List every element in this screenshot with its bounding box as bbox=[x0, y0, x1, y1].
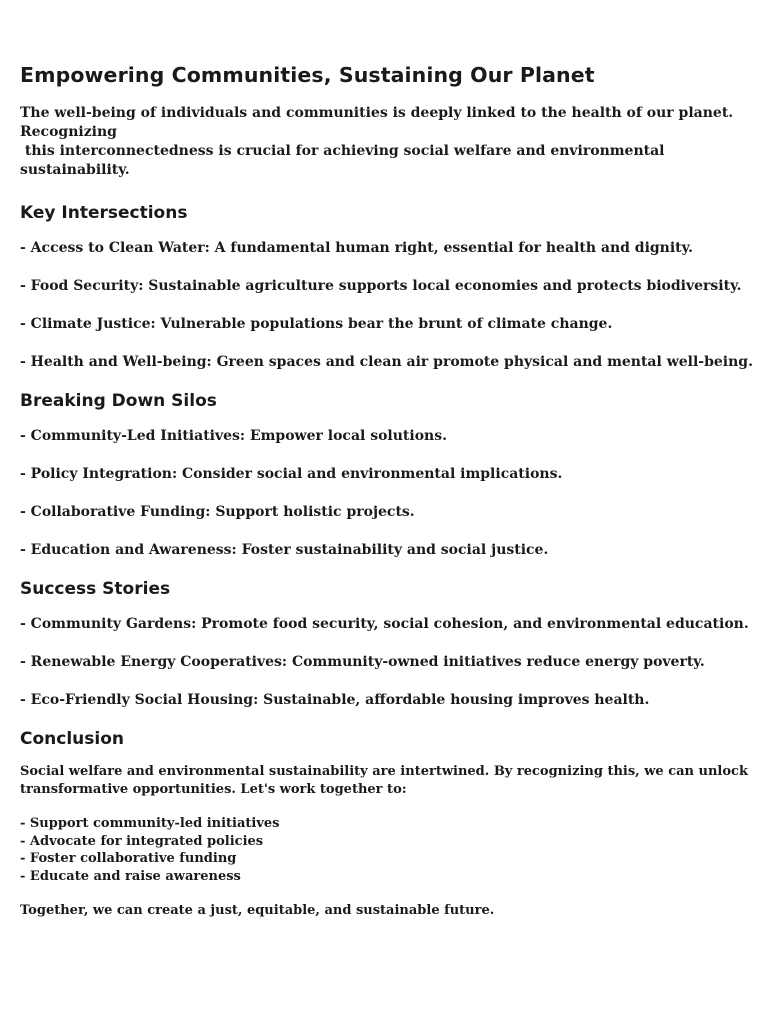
key-intersections-list bbox=[20, 239, 762, 372]
list-item: - Educate and raise awareness bbox=[20, 868, 241, 884]
list-item: - Education and Awareness: Foster sustainability and social justice. bbox=[20, 542, 549, 558]
list-item: - Eco-Friendly Social Housing: Sustainable, affordable housing improves health. bbox=[20, 692, 650, 708]
list-item: - Renewable Energy Cooperatives: Community-owned initiatives reduce energy poverty. bbox=[20, 654, 705, 670]
list-item: - Health and Well-being: Green spaces and clean air promote physical and mental well-being. bbox=[20, 354, 753, 370]
document-body bbox=[20, 62, 762, 920]
list-item: - Access to Clean Water: A fundamental human right, essential for health and dignity. bbox=[20, 240, 694, 256]
list-item: - Foster collaborative funding bbox=[20, 851, 237, 866]
list-item: - Community-Led Initiatives: Empower local solutions. bbox=[20, 428, 447, 444]
closing-statement: Together, we can create a just, equitable, and sustainable future. bbox=[20, 903, 495, 918]
list-item: - Support community-led initiatives bbox=[20, 816, 280, 831]
list-item: - Food Security: Sustainable agriculture supports local economies and protects biodiversity. bbox=[20, 278, 742, 294]
list-item: - Climate Justice: Vulnerable populations bear the brunt of climate change. bbox=[20, 316, 613, 332]
list-item: - Community Gardens: Promote food security, social cohesion, and environmental education. bbox=[20, 616, 749, 632]
conclusion-action-list bbox=[20, 815, 762, 885]
list-item: - Policy Integration: Consider social and environmental implications. bbox=[20, 466, 563, 482]
breaking-down-silos-list bbox=[20, 427, 762, 560]
list-item: - Advocate for integrated policies bbox=[20, 833, 264, 849]
section-heading-breaking-down-silos: Breaking Down Silos bbox=[20, 391, 217, 411]
section-heading-success-stories: Success Stories bbox=[20, 579, 171, 599]
success-stories-list bbox=[20, 615, 762, 710]
section-heading-key-intersections: Key Intersections bbox=[20, 203, 188, 223]
page-title: Empowering Communities, Sustaining Our Planet bbox=[20, 63, 595, 87]
conclusion-paragraph: Social welfare and environmental sustainability are intertwined. By recognizing this, we can unlock transformative opportunities. Let's work together to: bbox=[20, 764, 748, 797]
section-heading-conclusion: Conclusion bbox=[20, 729, 124, 749]
list-item: - Collaborative Funding: Support holistic projects. bbox=[20, 504, 415, 520]
intro-paragraph: The well-being of individuals and communities is deeply linked to the health of our planet. Recognizing this interconnectedness is crucial for achieving social welfare and environmental sustainability. bbox=[20, 105, 734, 178]
